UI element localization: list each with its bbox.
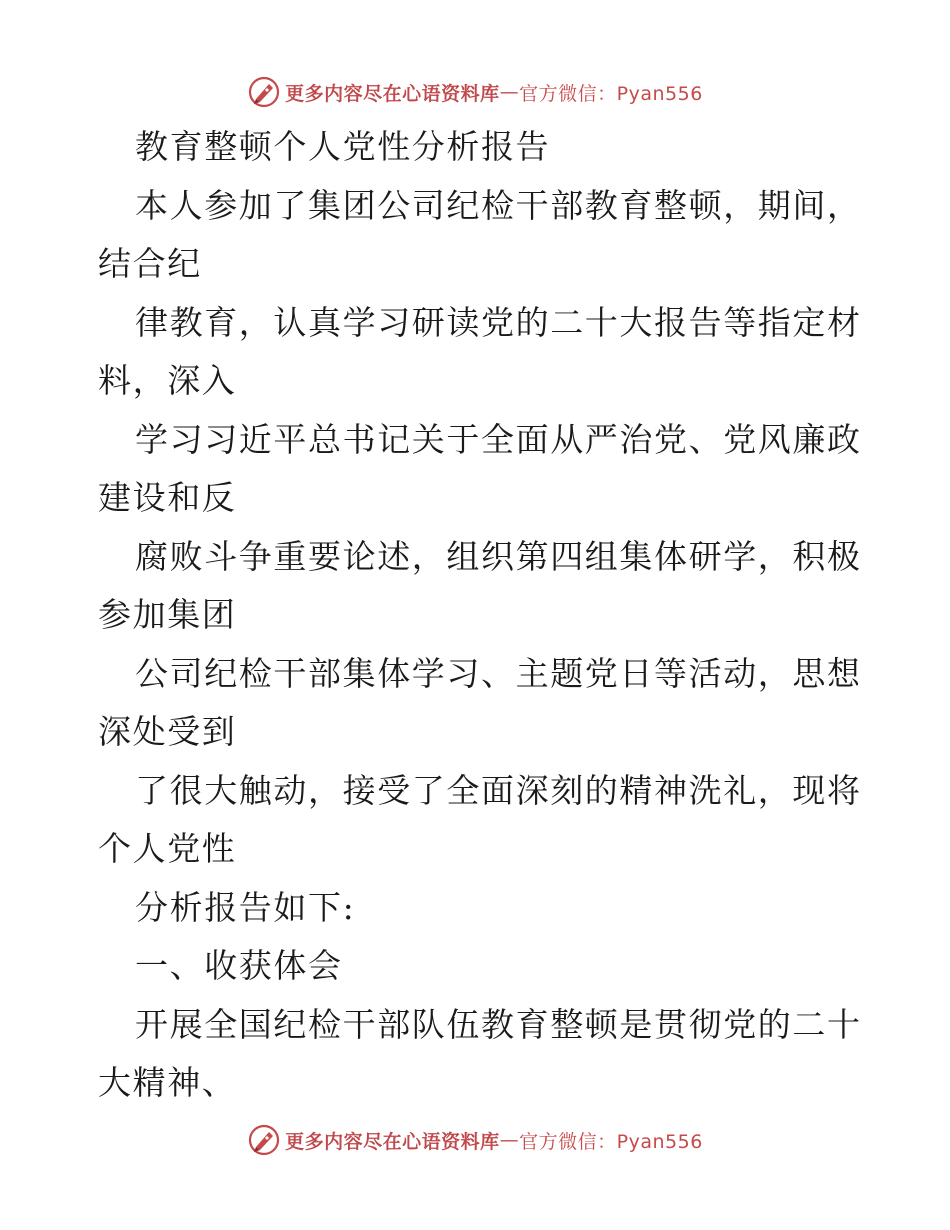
header-watermark [0,72,950,112]
paragraph-line: 参加集团 [98,595,237,634]
section-heading: 一、收获体会 [135,946,343,985]
paragraph-line: 料，深入 [98,361,237,400]
watermark-site-text: 更多内容尽在心语资料库 [285,1130,500,1153]
paragraph-line: 结合纪 [98,244,202,283]
paragraph-line: 了很大触动，接受了全面深刻的精神洗礼，现将 [135,770,862,810]
pen-nib-logo-icon [247,75,281,109]
document-body [98,118,862,1113]
watermark-site-text: 更多内容尽在心语资料库 [285,82,500,105]
document-title: 教育整顿个人党性分析报告 [135,127,551,166]
paragraph-line: 开展全国纪检干部队伍教育整顿是贯彻党的二十 [135,1004,862,1044]
watermark-dash: — [499,1129,520,1151]
watermark-wechat-text: 官方微信：Pyan556 [519,1130,703,1153]
paragraph-line: 大精神、 [98,1063,237,1102]
pen-nib-logo-icon [247,1123,281,1157]
paragraph-line: 公司纪检干部集体学习、主题党日等活动，思想 [135,653,862,693]
paragraph-line: 个人党性 [98,829,237,868]
watermark-dash: — [499,81,520,103]
paragraph-line: 本人参加了集团公司纪检干部教育整顿，期间， [135,185,862,225]
footer-watermark [0,1120,950,1160]
paragraph-line: 腐败斗争重要论述，组织第四组集体研学，积极 [135,536,862,576]
paragraph-line: 学习习近平总书记关于全面从严治党、党风廉政 [135,419,862,459]
paragraph-line: 深处受到 [98,712,237,751]
watermark-wechat-text: 官方微信：Pyan556 [519,82,703,105]
paragraph-line: 分析报告如下: [135,887,356,927]
paragraph-line: 建设和反 [98,478,237,517]
paragraph-line: 律教育，认真学习研读党的二十大报告等指定材 [135,302,862,342]
